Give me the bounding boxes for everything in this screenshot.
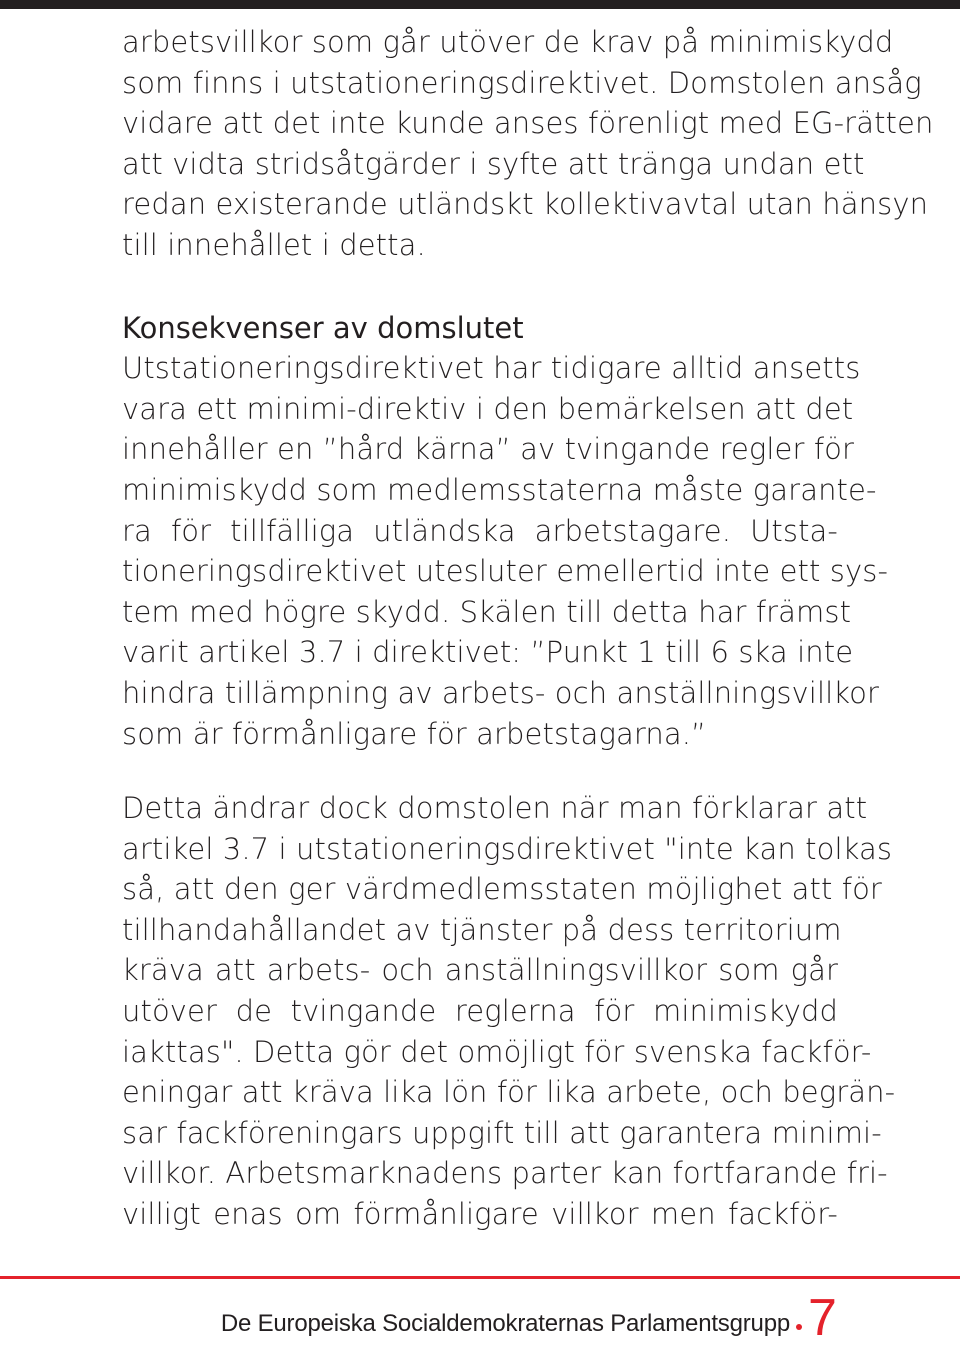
section-heading: Konsekvenser av domslutet	[122, 310, 524, 345]
text-line: innehåller en ”hård kärna” av tvingande regler för	[122, 432, 855, 467]
text-line: Utstationeringsdirektivet har tidigare alltid ansetts	[122, 351, 861, 386]
text-line: ra för tillfälliga utländska arbetstagare. Utsta-	[122, 513, 838, 548]
text-line: redan existerande utländskt kollektivavtal utan hänsyn	[122, 187, 929, 222]
text-line: som finns i utstationeringsdirektivet. Domstolen ansåg	[122, 65, 922, 100]
text-line: minimiskydd som medlemsstaterna måste garante-	[122, 472, 877, 507]
text-line: kräva att arbets- och anställningsvillkor som går	[122, 953, 838, 988]
paragraph-1	[122, 22, 934, 266]
text-line: tem med högre skydd. Skälen till detta har främst	[122, 594, 852, 629]
page-body	[122, 22, 934, 1235]
text-line: så, att den ger värdmedlemsstaten möjlighet att för	[122, 872, 882, 907]
text-line: sar fackföreningars uppgift till att garantera minimi-	[122, 1115, 882, 1150]
spacer	[122, 266, 838, 308]
text-line: till innehållet i detta.	[122, 227, 426, 262]
text-line: eningar att kräva lika lön för lika arbete, och begrän-	[122, 1075, 896, 1110]
text-line: villigt enas om förmånligare villkor men fackför-	[122, 1197, 838, 1232]
text-line: utöver de tvingande reglerna för minimiskydd	[122, 994, 838, 1029]
text-line: vidare att det inte kunde anses förenligt med EG-rätten	[122, 106, 934, 141]
text-line: arbetsvillkor som går utöver de krav på minimiskydd	[122, 25, 894, 59]
top-rule	[0, 0, 960, 9]
text-line: hindra tillämpning av arbets- och anställningsvillkor	[122, 675, 879, 710]
page-number: 7	[808, 1289, 837, 1347]
text-line: villkor. Arbetsmarknadens parter kan fortfarande fri-	[122, 1156, 888, 1191]
text-line: tioneringsdirektivet utesluter emellertid inte ett sys-	[122, 554, 889, 589]
footer-publisher: De Europeiska Socialdemokraternas Parlamentsgrupp	[220, 1310, 790, 1337]
text-line: tillhandahållandet av tjänster på dess territorium	[122, 912, 842, 947]
paragraph-2	[122, 348, 889, 754]
text-line: som är förmånligare för arbetstagarna.”	[122, 716, 707, 751]
footer-rule	[0, 1276, 960, 1279]
text-line: varit artikel 3.7 i direktivet: ”Punkt 1 till 6 ska inte	[122, 635, 854, 670]
text-line: iakttas". Detta gör det omöjligt för svenska fackför-	[122, 1034, 872, 1069]
text-line: Detta ändrar dock domstolen när man förklarar att	[122, 791, 868, 826]
text-line: att vidta stridsåtgärder i syfte att tränga undan ett	[122, 146, 865, 181]
spacer	[122, 754, 838, 788]
paragraph-3	[122, 788, 896, 1235]
text-line: vara ett minimi-direktiv i den bemärkelsen att det	[122, 391, 854, 426]
bullet-dot-icon	[796, 1324, 802, 1330]
text-line: artikel 3.7 i utstationeringsdirektivet "inte kan tolkas	[122, 831, 893, 866]
